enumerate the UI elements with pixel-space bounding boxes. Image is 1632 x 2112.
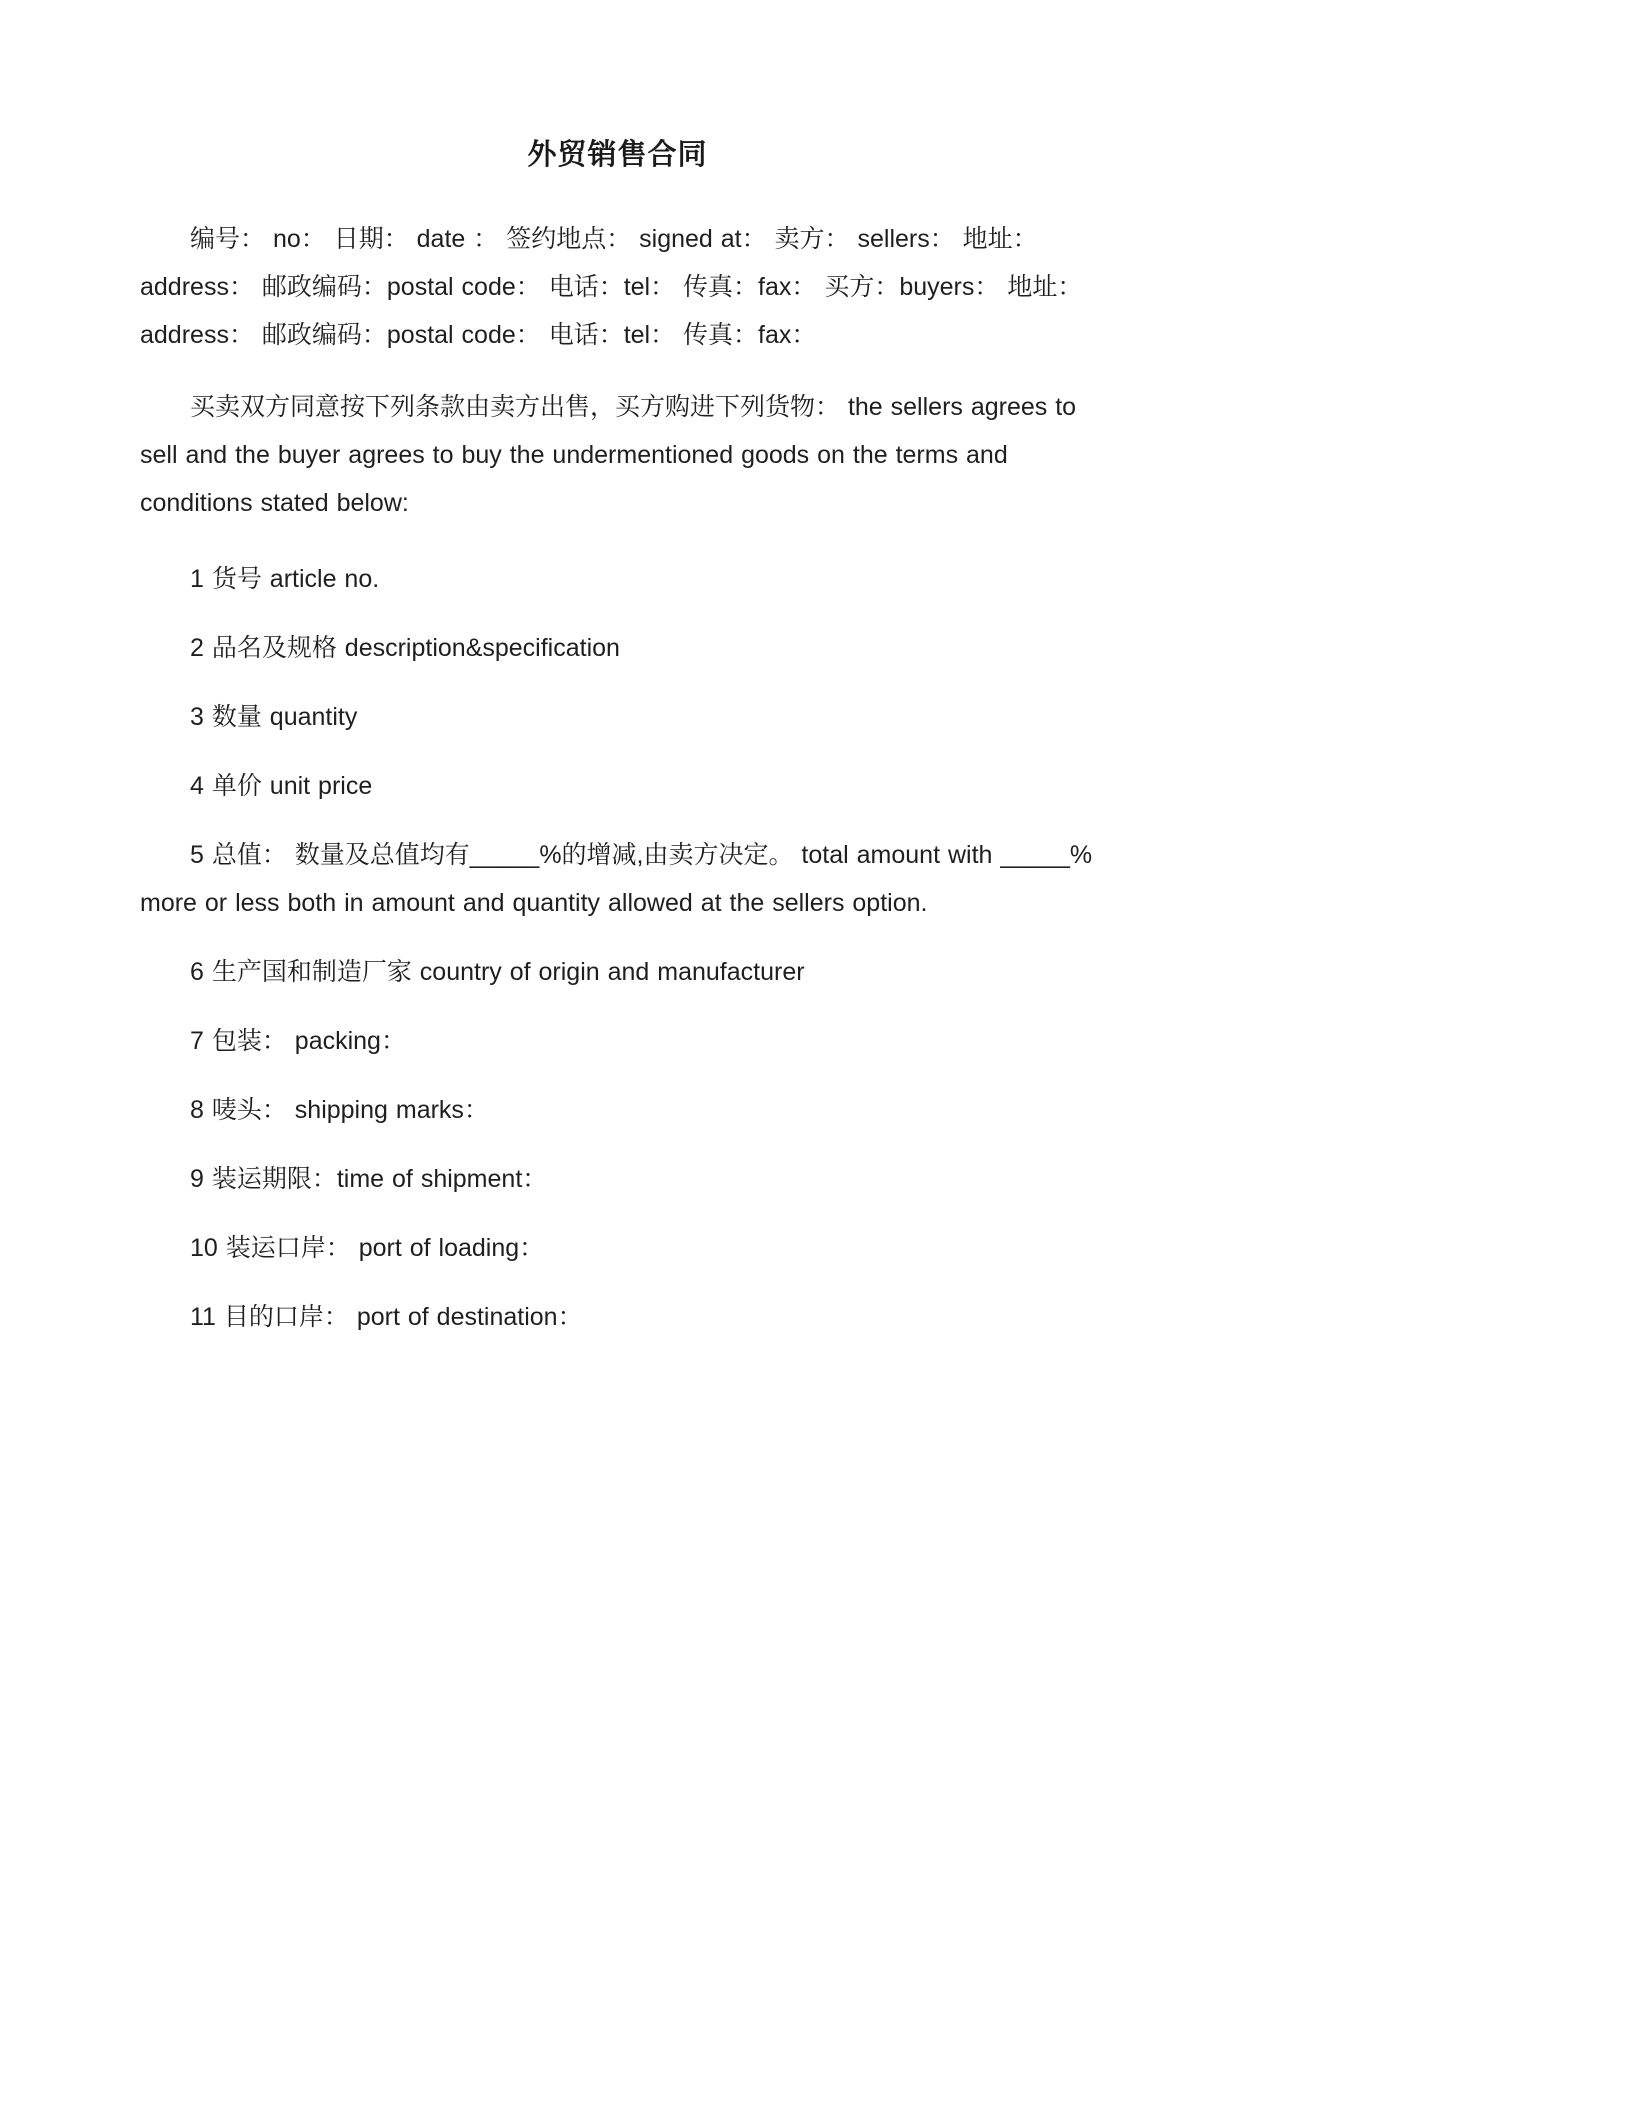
- agreement-intro-paragraph: 买卖双方同意按下列条款由卖方出售，买方购进下列货物： the sellers agrees to sell and the buyer agrees to buy the undermentioned goods on the terms and conditions stated below:: [140, 393, 1077, 517]
- contract-item-time-of-shipment: 9 装运期限：time of shipment：: [190, 1165, 548, 1193]
- document-content: [140, 132, 1095, 1341]
- contract-item-article-no: 1 货号 article no.: [190, 565, 380, 593]
- document-title: 外贸销售合同: [527, 139, 708, 171]
- contract-item-packing: 7 包装： packing：: [190, 1027, 406, 1055]
- contract-item-shipping-marks: 8 唛头： shipping marks：: [190, 1096, 489, 1124]
- contract-item-country-of-origin: 6 生产国和制造厂家 country of origin and manufacturer: [190, 958, 805, 986]
- contract-item-total-amount: 5 总值： 数量及总值均有_____%的增减,由卖方决定。 total amount with _____% more or less both in amount and quantity allowed at the sellers option.: [140, 841, 1093, 917]
- contract-item-description-specification: 2 品名及规格 description&specification: [190, 634, 620, 662]
- contract-item-quantity: 3 数量 quantity: [190, 703, 358, 731]
- contract-item-unit-price: 4 单价 unit price: [190, 772, 373, 800]
- contract-header-fields-paragraph: 编号： no： 日期： date ： 签约地点： signed at： 卖方： sellers： 地址： address： 邮政编码：postal code： 电话：tel： 传真：fax： 买方：buyers： 地址： address： 邮政编码：postal code： 电话：tel： 传真：fax：: [140, 225, 1083, 349]
- contract-item-port-of-destination: 11 目的口岸： port of destination：: [190, 1303, 583, 1331]
- contract-item-port-of-loading: 10 装运口岸： port of loading：: [190, 1234, 545, 1262]
